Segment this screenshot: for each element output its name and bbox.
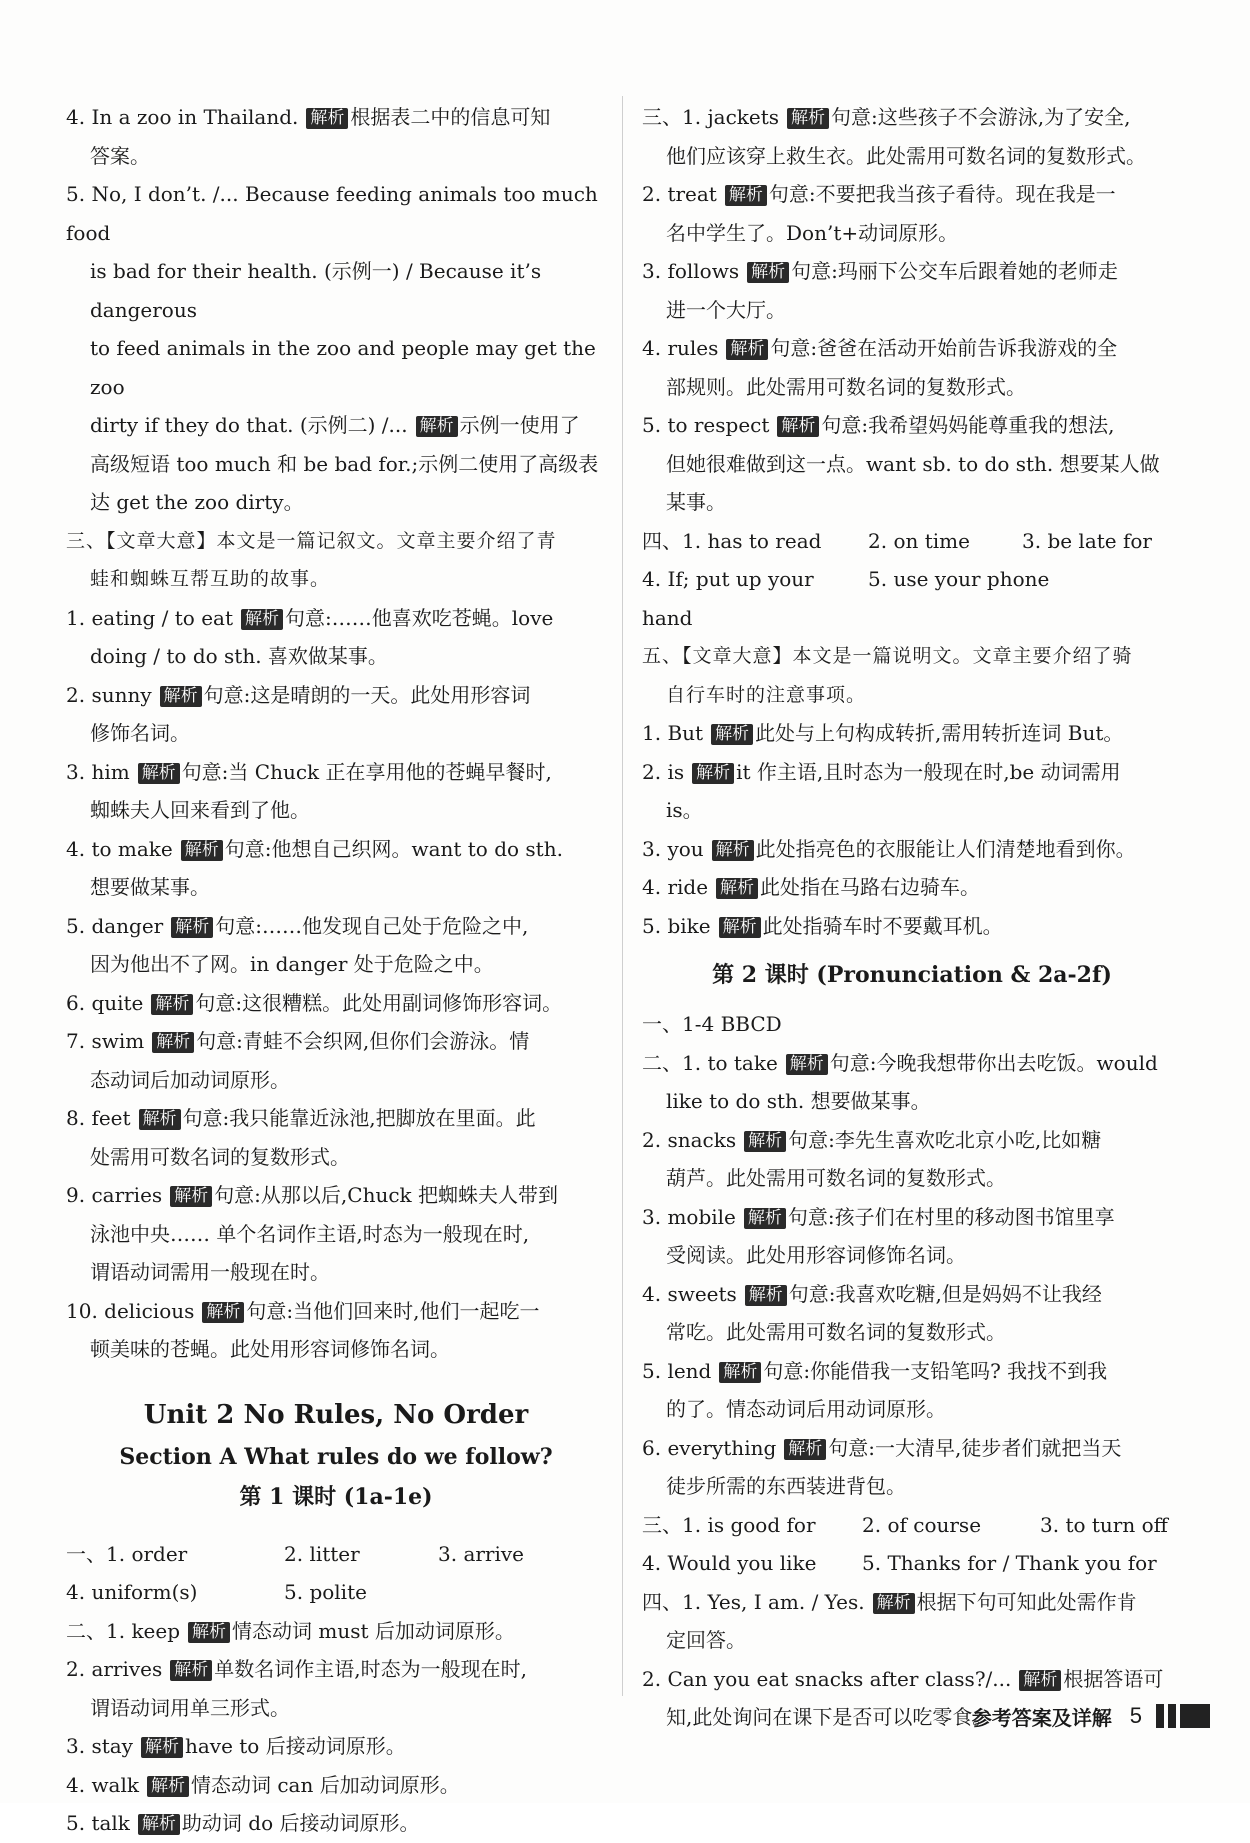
analysis-tag: 解析 <box>784 1439 826 1460</box>
analysis-tag: 解析 <box>745 1285 787 1306</box>
analysis-tag: 解析 <box>151 994 193 1015</box>
answer-row <box>642 1506 1182 1545</box>
analysis-text: 句意:当 Chuck 正在享用他的苍蝇早餐时, <box>181 759 552 784</box>
analysis-tag: 解析 <box>141 1737 183 1758</box>
answer-line <box>66 676 606 715</box>
answer-cell: 三、1. is good for <box>642 1512 816 1537</box>
analysis-tag: 解析 <box>1019 1670 1061 1691</box>
analysis-tag: 解析 <box>716 878 758 899</box>
answer-line: like to do sth. 想要做某事。 <box>666 1089 931 1113</box>
answer-line <box>642 1121 1182 1160</box>
answer-row <box>642 522 1182 561</box>
analysis-text: 此处指骑车时不要戴耳机。 <box>762 913 1003 938</box>
answer-line: 进一个大厅。 <box>666 297 786 322</box>
analysis-tag: 解析 <box>170 1660 212 1681</box>
analysis-tag: 解析 <box>873 1593 915 1614</box>
footer-decoration <box>1156 1704 1210 1728</box>
analysis-text: 情态动词 can 后加动词原形。 <box>191 1772 460 1797</box>
answer-key: 4. ride <box>642 875 709 899</box>
answer-list <box>642 1044 1182 1506</box>
answer-line: 因为他出不了网。in danger 处于危险之中。 <box>90 952 494 976</box>
answer-line: 泳池中央…… 单个名词作主语,时态为一般现在时, <box>90 1221 530 1246</box>
answer-line: 常吃。此处需用可数名词的复数形式。 <box>666 1320 1006 1344</box>
answer-line <box>642 714 1182 753</box>
answer-line: 一、1-4 BBCD <box>642 1012 782 1036</box>
analysis-tag: 解析 <box>777 416 819 437</box>
analysis-text: 句意:今晚我想带你出去吃饭。would <box>829 1050 1158 1075</box>
answer-line: 葫芦。此处需用可数名词的复数形式。 <box>666 1166 1006 1190</box>
analysis-tag: 解析 <box>726 339 768 360</box>
answer-line: 5. No, I don’t. /... Because feeding animals too much food <box>66 182 598 245</box>
answer-line <box>642 1660 1182 1699</box>
analysis-text: 句意:不要把我当孩子看待。现在我是一 <box>768 182 1116 206</box>
analysis-tag: 解析 <box>725 185 767 206</box>
analysis-text: 句意:当他们回来时,他们一起吃一 <box>246 1298 540 1323</box>
answer-line <box>642 1429 1182 1468</box>
answer-list <box>66 599 606 1369</box>
analysis-tag: 解析 <box>744 1208 786 1229</box>
answer-line: to feed animals in the zoo and people may get the zoo <box>90 336 596 399</box>
answer-key: 9. carries <box>66 1183 163 1207</box>
analysis-tag: 解析 <box>139 1109 181 1130</box>
answer-line <box>66 1176 606 1215</box>
answer-line: 顿美味的苍蝇。此处用形容词修饰名词。 <box>90 1337 450 1361</box>
analysis-tag: 解析 <box>787 108 829 129</box>
answer-cell: 5. polite <box>284 1580 367 1604</box>
answer-line: 但她很难做到这一点。want sb. to do sth. 想要某人做 <box>666 451 1160 476</box>
answer-row <box>642 1544 1182 1583</box>
answer-line <box>66 1292 606 1331</box>
answer-list <box>642 714 1182 945</box>
answer-line <box>66 1099 606 1138</box>
answer-line: 他们应该穿上救生衣。此处需用可数名词的复数形式。 <box>666 143 1146 168</box>
answer-key: 2. treat <box>642 182 717 206</box>
analysis-text: 句意:孩子们在村里的移动图书馆里享 <box>787 1204 1115 1229</box>
answer-line: is bad for their health. (示例一) / Because it’s dangerous <box>90 259 542 322</box>
analysis-tag: 解析 <box>786 1054 828 1075</box>
analysis-tag: 解析 <box>188 1622 230 1643</box>
analysis-tag: 解析 <box>241 609 283 630</box>
answer-key: 4. sweets <box>642 1281 737 1306</box>
answer-key: 5. talk <box>66 1811 130 1835</box>
answer-key: 3. him <box>66 759 130 784</box>
answer-line <box>642 406 1182 445</box>
answer-key: 2. sunny <box>66 682 152 707</box>
analysis-text: 句意:你能借我一支铅笔吗? 我找不到我 <box>763 1358 1108 1383</box>
analysis-text: 句意:玛丽下公交车后跟着她的老师走 <box>791 259 1118 283</box>
answer-line <box>66 907 606 946</box>
answer-cell: 3. arrive <box>438 1541 525 1566</box>
answer-line: 部规则。此处需用可数名词的复数形式。 <box>666 374 1026 399</box>
answer-key: 三、1. jackets <box>642 105 780 129</box>
analysis-text: 根据下句可知此处需作肯 <box>916 1589 1137 1614</box>
footer-label: 参考答案及详解 <box>971 1705 1112 1730</box>
answer-line <box>642 1583 1182 1622</box>
lesson-title: 第 2 课时 (Pronunciation & 2a-2f) <box>712 962 1112 988</box>
analysis-tag: 解析 <box>147 1776 189 1797</box>
analysis-tag: 解析 <box>171 917 213 938</box>
analysis-tag: 解析 <box>712 840 754 861</box>
answer-key: 3. you <box>642 836 704 861</box>
unit-title: Unit 2 No Rules, No Order <box>143 1399 529 1430</box>
answer-line <box>66 599 606 638</box>
answer-key: 二、1. keep <box>66 1618 181 1643</box>
analysis-text: 单数名词作主语,时态为一般现在时, <box>214 1657 527 1681</box>
answer-key: 5. to respect <box>642 413 770 437</box>
answer-line: 受阅读。此处用形容词修饰名词。 <box>666 1243 966 1267</box>
answer-line <box>66 1650 606 1689</box>
answer-key: 6. quite <box>66 990 144 1015</box>
answer-line <box>642 753 1182 792</box>
answer-line <box>642 907 1182 946</box>
answer-key: 1. But <box>642 721 704 745</box>
analysis-tag: 解析 <box>711 724 753 745</box>
answer-line <box>66 1022 606 1061</box>
analysis-text: 句意:这是晴朗的一天。此处用形容词 <box>203 682 531 707</box>
answer-cell: 4. uniform(s) <box>66 1580 198 1604</box>
answer-key: 6. everything <box>642 1435 777 1460</box>
answer-line <box>642 1352 1182 1391</box>
answer-line: 4. In a zoo in Thailand. 解析 根据表二中的信息可知 <box>66 105 551 129</box>
analysis-text: have to 后接动词原形。 <box>184 1734 406 1758</box>
answer-line: 态动词后加动词原形。 <box>90 1067 290 1092</box>
answer-line <box>642 868 1182 907</box>
answer-line <box>642 175 1182 214</box>
answer-line <box>66 1804 606 1843</box>
answer-line: 徒步所需的东西装进背包。 <box>666 1474 906 1498</box>
answer-key: 5. danger <box>66 913 164 938</box>
answer-line: 处需用可数名词的复数形式。 <box>90 1144 350 1169</box>
answer-key: 2. is <box>642 759 685 784</box>
analysis-text: 此处指亮色的衣服能让人们清楚地看到你。 <box>755 836 1136 861</box>
answer-cell: 5. Thanks for / Thank you for <box>862 1551 1157 1575</box>
analysis-text: 助动词 do 后接动词原形。 <box>181 1811 420 1835</box>
answer-cell: 4. Would you like <box>642 1551 817 1575</box>
answer-line: 定回答。 <box>666 1628 746 1652</box>
analysis-text: 情态动词 must 后加动词原形。 <box>232 1618 515 1643</box>
answer-key: 5. bike <box>642 913 711 938</box>
answer-line: is。 <box>666 798 703 822</box>
left-column <box>66 98 606 1843</box>
analysis-text: 此处指在马路右边骑车。 <box>760 875 981 899</box>
analysis-tag: 解析 <box>202 1302 244 1323</box>
answer-line: 谓语动词需用一般现在时。 <box>90 1260 330 1284</box>
page-footer <box>972 1696 1210 1736</box>
answer-line: 知,此处询问在课下是否可以吃零食。 <box>666 1705 993 1729</box>
answer-line <box>642 830 1182 869</box>
answer-line: 修饰名词。 <box>90 721 190 745</box>
answer-row <box>66 1573 606 1612</box>
analysis-tag: 解析 <box>181 840 223 861</box>
answer-line: 某事。 <box>666 490 726 514</box>
answer-key: 2. arrives <box>66 1657 163 1681</box>
analysis-tag: 解析 <box>719 1362 761 1383</box>
analysis-tag: 解析 <box>170 1186 212 1207</box>
answer-line <box>642 252 1182 291</box>
answer-cell: 4. If; put up your hand <box>642 567 814 630</box>
answer-cell: 2. of course <box>862 1512 982 1537</box>
analysis-text: 句意:爸爸在活动开始前告诉我游戏的全 <box>770 336 1118 360</box>
answer-line <box>66 830 606 869</box>
answer-key: 3. follows <box>642 259 740 283</box>
passage-summary: 自行车时的注意事项。 <box>666 683 867 706</box>
right-column <box>642 98 1182 1737</box>
answer-key: 2. snacks <box>642 1127 737 1152</box>
analysis-tag: 解析 <box>160 686 202 707</box>
analysis-text: 句意:……他发现自己处于危险之中, <box>215 913 529 938</box>
analysis-tag: 解析 <box>747 262 789 283</box>
answer-cell: 一、1. order <box>66 1541 188 1566</box>
answer-key: 7. swim <box>66 1029 145 1053</box>
lesson-title: 第 1 课时 (1a-1e) <box>239 1483 433 1510</box>
analysis-tag: 解析 <box>744 1131 786 1152</box>
answer-line <box>66 1612 606 1651</box>
answer-line: 蜘蛛夫人回来看到了他。 <box>90 798 310 822</box>
answer-key: 5. lend <box>642 1358 712 1383</box>
passage-summary: 三、【文章大意】本文是一篇记叙文。文章主要介绍了青 <box>66 529 557 552</box>
analysis-text: 句意:这很糟糕。此处用副词修饰形容词。 <box>195 990 563 1015</box>
analysis-text: 句意:李先生喜欢吃北京小吃,比如糖 <box>788 1127 1102 1152</box>
answer-line <box>66 1766 606 1805</box>
answer-cell: 5. use your phone <box>868 567 1050 591</box>
answer-line <box>642 1198 1182 1237</box>
answer-line <box>66 984 606 1023</box>
answer-row <box>66 1535 606 1574</box>
answer-key: 2. Can you eat snacks after class?/... <box>642 1666 1012 1691</box>
analysis-text: 句意:这些孩子不会游泳,为了安全, <box>831 105 1131 129</box>
answer-cell: 四、1. has to read <box>642 528 822 553</box>
answer-key: 4. rules <box>642 336 719 360</box>
answer-cell: 3. be late for <box>1022 528 1152 553</box>
analysis-text: it 作主语,且时态为一般现在时,be 动词需用 <box>736 759 1121 784</box>
analysis-text: 句意:我只能靠近泳池,把脚放在里面。此 <box>182 1106 536 1130</box>
answer-line: doing / to do sth. 喜欢做某事。 <box>90 644 388 668</box>
answer-key: 10. delicious <box>66 1298 195 1323</box>
answer-line: 的了。情态动词后用动词原形。 <box>666 1397 946 1421</box>
answer-key: 1. eating / to eat <box>66 605 234 630</box>
answer-line: dirty if they do that. (示例二) /... 解析 示例一使用了 <box>90 413 580 437</box>
analysis-tag: 解析 <box>152 1032 194 1053</box>
analysis-tag: 解析 <box>138 763 180 784</box>
answer-line <box>66 753 606 792</box>
answer-key: 3. mobile <box>642 1204 736 1229</box>
answer-line: 高级短语 too much 和 be bad for.;示例二使用了高级表 <box>90 451 599 476</box>
analysis-text: 此处与上句构成转折,需用转折连词 But。 <box>755 721 1124 745</box>
answer-key: 8. feet <box>66 1106 131 1130</box>
answer-cell: 2. on time <box>868 528 970 553</box>
answer-key: 3. stay <box>66 1734 133 1758</box>
answer-line <box>642 329 1182 368</box>
answer-list <box>642 98 1182 522</box>
analysis-text: 句意:我喜欢吃糖,但是妈妈不让我经 <box>788 1281 1102 1306</box>
answer-key: 4. walk <box>66 1772 139 1797</box>
section-title: Section A What rules do we follow? <box>119 1443 553 1470</box>
answer-line: 谓语动词用单三形式。 <box>90 1695 290 1720</box>
answer-cell: 3. to turn off <box>1040 1512 1168 1537</box>
answer-line: 答案。 <box>90 143 150 168</box>
analysis-tag: 解析 <box>719 917 761 938</box>
column-divider <box>622 96 623 1696</box>
passage-summary: 五、【文章大意】本文是一篇说明文。文章主要介绍了骑 <box>642 645 1133 667</box>
analysis-text: 句意:从那以后,Chuck 把蜘蛛夫人带到 <box>214 1183 559 1207</box>
answer-line <box>66 1727 606 1766</box>
analysis-tag: 解析 <box>416 416 458 437</box>
answer-list <box>66 1612 606 1843</box>
answer-key: 二、1. to take <box>642 1050 778 1075</box>
answer-row <box>642 560 1182 637</box>
analysis-tag: 解析 <box>138 1814 180 1835</box>
answer-line: 想要做某事。 <box>90 875 210 899</box>
analysis-text: 句意:我希望妈妈能尊重我的想法, <box>821 413 1115 437</box>
analysis-text: 句意:一大清早,徒步者们就把当天 <box>828 1435 1122 1460</box>
answer-key: 4. to make <box>66 836 173 861</box>
analysis-text: 句意:青蛙不会织网,但你们会游泳。情 <box>196 1029 530 1053</box>
answer-cell: 2. litter <box>284 1541 360 1566</box>
analysis-text: 根据答语可 <box>1063 1666 1164 1691</box>
answer-line: 名中学生了。Don’t+动词原形。 <box>666 220 959 245</box>
analysis-text: 句意:他想自己织网。want to do sth. <box>224 836 563 861</box>
answer-key: 四、1. Yes, I am. / Yes. <box>642 1589 865 1614</box>
answer-line <box>642 98 1182 137</box>
answer-line: 达 get the zoo dirty。 <box>90 490 304 514</box>
page-number: 5 <box>1129 1703 1142 1728</box>
analysis-tag: 解析 <box>692 763 734 784</box>
answer-line <box>642 1044 1182 1083</box>
answer-line <box>642 1275 1182 1314</box>
passage-summary: 蛙和蜘蛛互帮互助的故事。 <box>90 568 331 590</box>
analysis-tag: 解析 <box>306 108 348 129</box>
analysis-text: 句意:……他喜欢吃苍蝇。love <box>285 605 554 630</box>
